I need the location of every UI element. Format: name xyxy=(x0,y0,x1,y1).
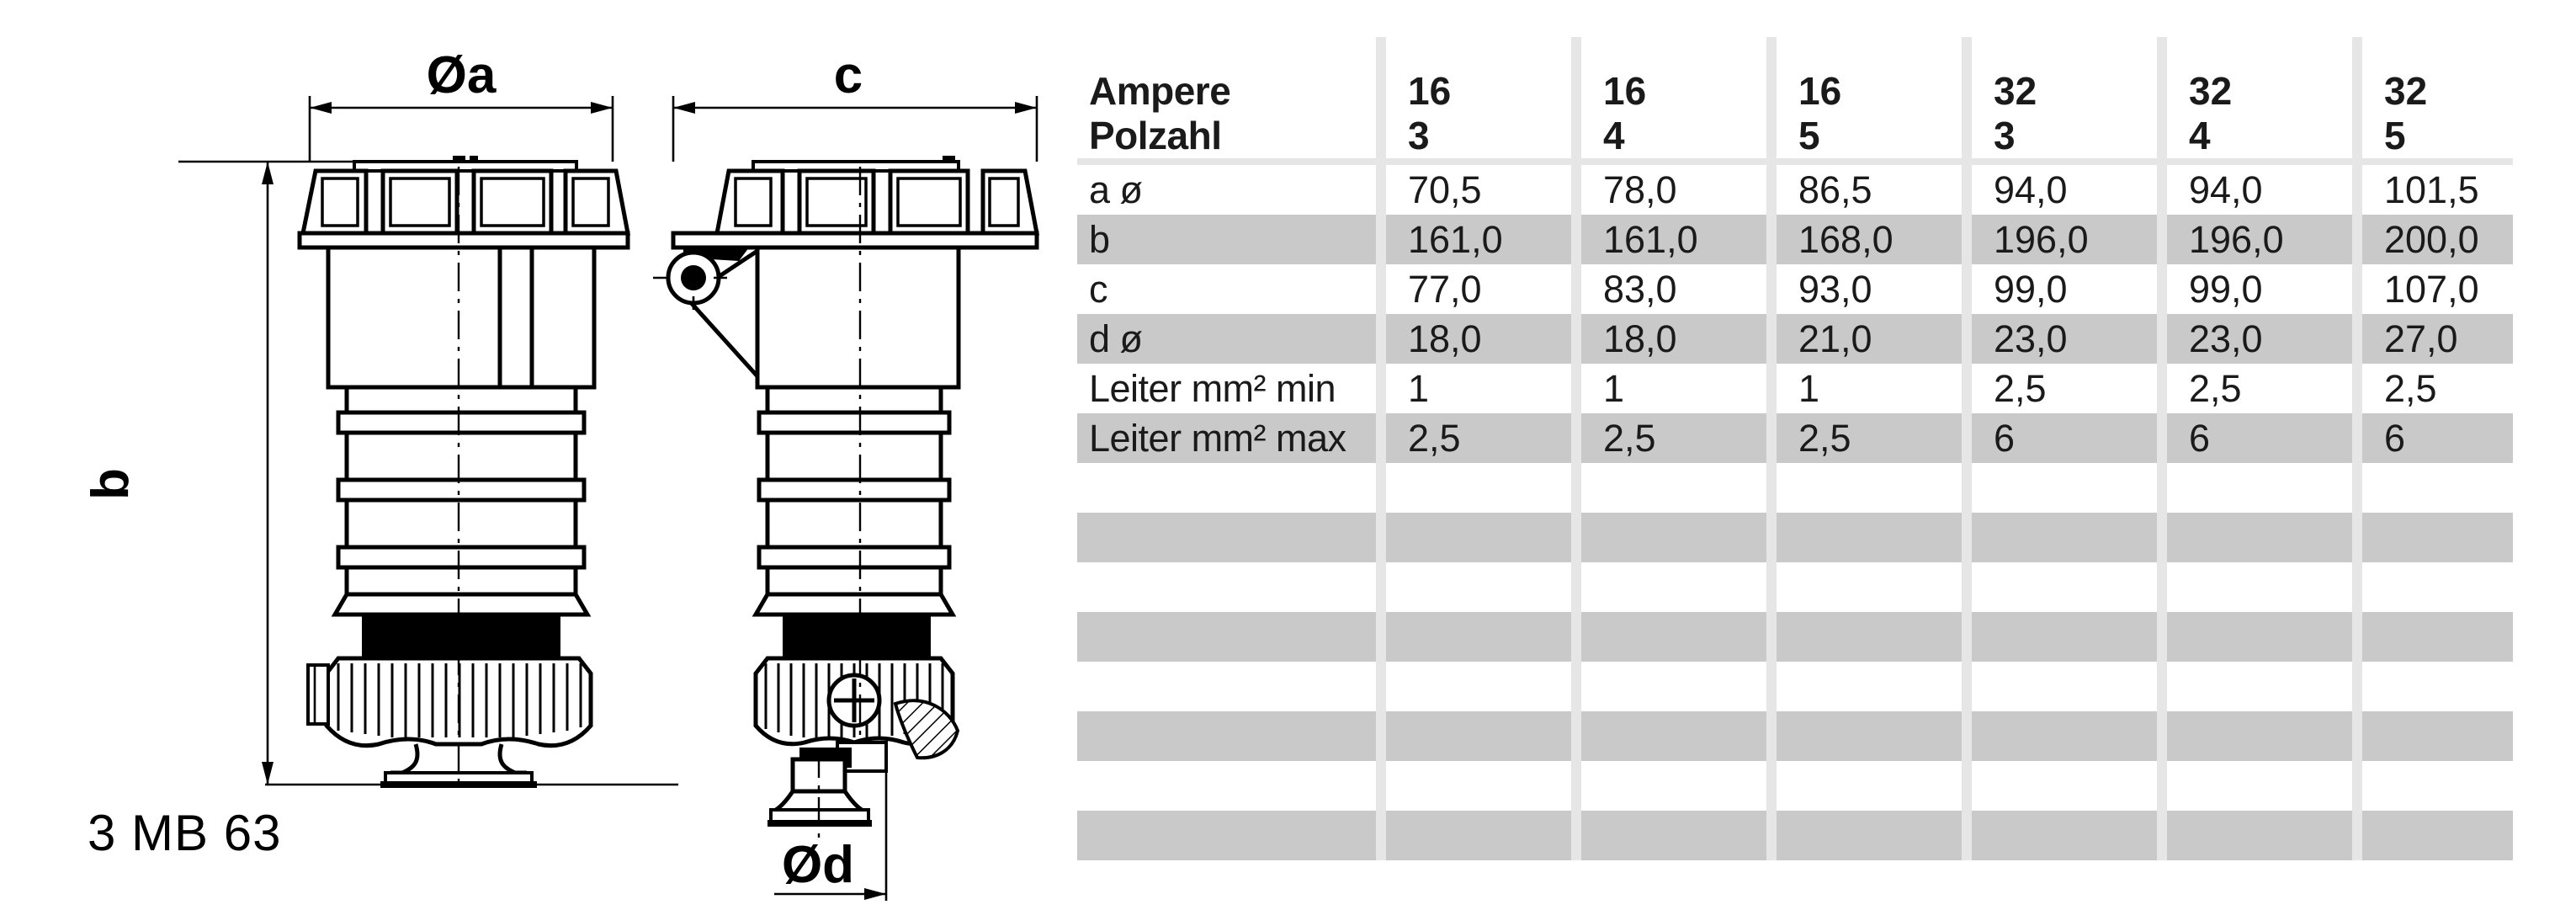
dim-label-c: c xyxy=(833,46,863,104)
dim-label-d: Ød xyxy=(781,836,855,894)
empty-row xyxy=(1077,562,2513,612)
dimension-c xyxy=(673,46,1037,162)
ribbed-section-side xyxy=(756,387,953,615)
cap-flange-side xyxy=(673,233,1037,247)
dim-label-b: b xyxy=(82,468,140,500)
front-view-drawing xyxy=(82,46,678,861)
empty-row xyxy=(1077,612,2513,662)
empty-row xyxy=(1077,761,2513,811)
ribbed-section xyxy=(335,387,587,615)
cable-clamp xyxy=(767,742,886,823)
gland-nut xyxy=(308,658,591,746)
empty-row xyxy=(1077,811,2513,860)
header-ampere-label: Ampere xyxy=(1089,69,1231,113)
empty-row xyxy=(1077,513,2513,562)
side-view-drawing xyxy=(653,46,1037,901)
header-polzahl-label: Polzahl xyxy=(1089,114,1222,157)
technical-drawings xyxy=(0,0,1077,910)
header-col-16-4: 16 4 xyxy=(1571,37,1766,158)
empty-row xyxy=(1077,662,2513,711)
header-col-32-4: 32 4 xyxy=(2157,37,2352,158)
table-header-row xyxy=(1077,37,2513,165)
cap-flange xyxy=(300,233,628,247)
table-row-leiter-max: Leiter mm² max 2,5 2,5 2,5 6 6 6 xyxy=(1077,413,2513,463)
upper-body-side xyxy=(757,247,959,387)
cap-teeth xyxy=(303,171,628,233)
header-col-32-3: 32 3 xyxy=(1962,37,2157,158)
header-col-16-5: 16 5 xyxy=(1766,37,1962,158)
model-code: 3 MB 63 xyxy=(88,805,282,861)
empty-row xyxy=(1077,463,2513,513)
header-col-16-3: 16 3 xyxy=(1376,37,1571,158)
thread-section xyxy=(362,616,560,658)
table-row-a: a ø 70,5 78,0 86,5 94,0 94,0 101,5 xyxy=(1077,165,2513,215)
table-row-leiter-min: Leiter mm² min 1 1 1 2,5 2,5 2,5 xyxy=(1077,364,2513,413)
dimension-a xyxy=(310,46,613,162)
header-col-32-5: 32 5 xyxy=(2352,37,2513,158)
table-row-b: b 161,0 161,0 168,0 196,0 196,0 200,0 xyxy=(1077,215,2513,264)
upper-body xyxy=(328,247,594,387)
dim-label-a: Øa xyxy=(426,46,497,104)
cap-teeth-side xyxy=(717,171,1037,233)
table-row-d: d ø 18,0 18,0 21,0 23,0 23,0 27,0 xyxy=(1077,314,2513,364)
dimension-table xyxy=(1077,37,2513,860)
table-row-c: c 77,0 83,0 93,0 99,0 99,0 107,0 xyxy=(1077,264,2513,314)
hinge xyxy=(653,247,757,376)
header-label-cell xyxy=(1077,37,1376,158)
thread-section-side xyxy=(783,616,931,658)
empty-row xyxy=(1077,711,2513,761)
